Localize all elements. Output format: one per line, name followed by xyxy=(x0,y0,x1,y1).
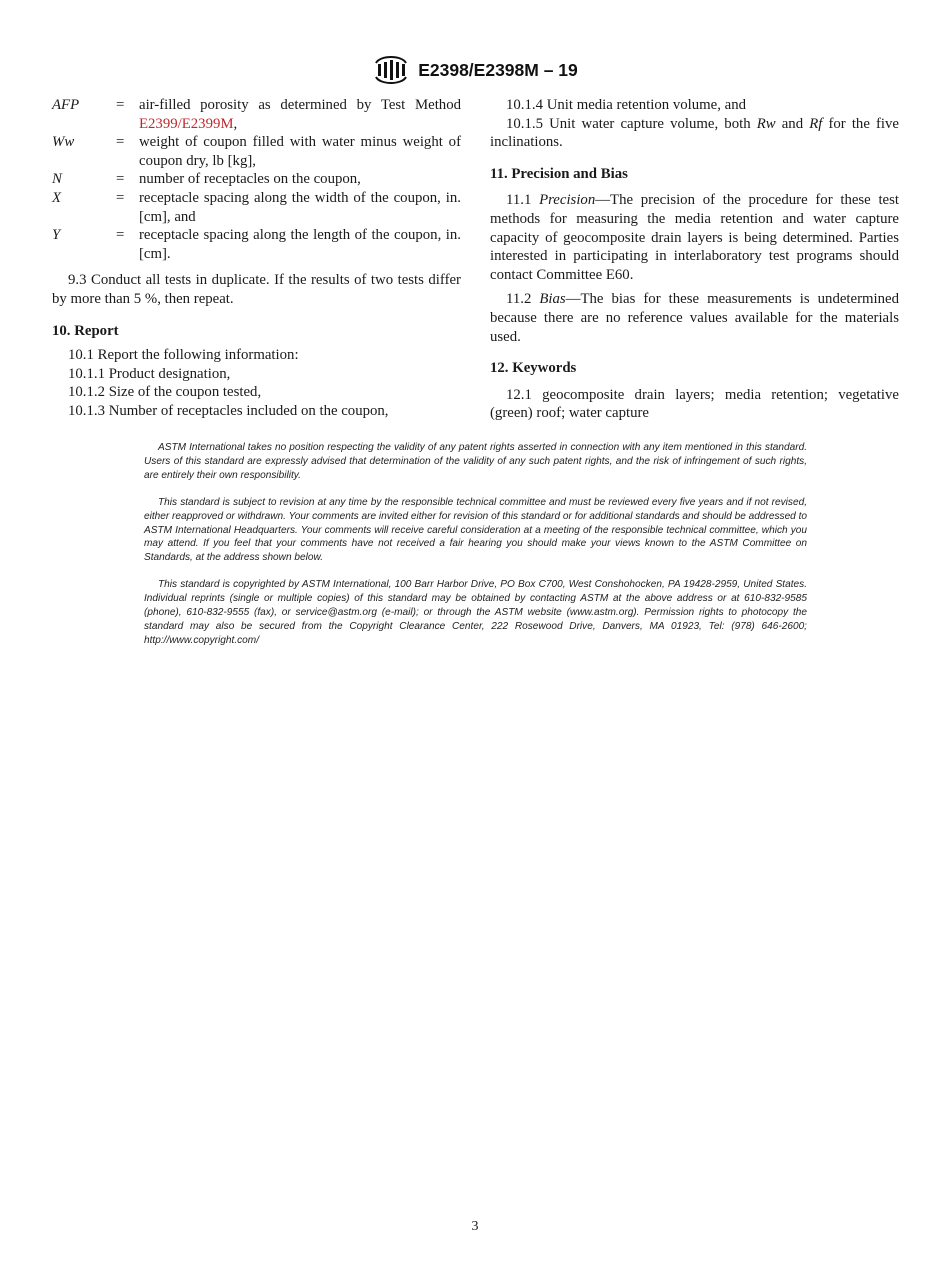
definition-row xyxy=(52,189,461,226)
definition-text-tail: , xyxy=(233,115,238,132)
definition-text-body: air-filled porosity as determined by Test Method xyxy=(139,97,461,113)
definition-list xyxy=(52,96,461,263)
paragraph-body: —The precision of the procedure for these test methods for measuring the media retention and water capture capacity of geocomposite drain layers is being determined. Parties interested in participating in interlaboratory test programs should contact Committee E60. xyxy=(490,192,899,283)
report-item-text: 10.1.5 Unit water capture volume, both xyxy=(506,115,757,132)
section-heading-report: 10. Report xyxy=(52,322,119,339)
reference-link[interactable]: E2399/E2399M xyxy=(139,115,234,132)
symbol-rf: Rf xyxy=(809,115,823,132)
notice-revision: This standard is subject to revision at any time by the responsible technical committee and must be reviewed every five years and if not revised, either reapproved or withdrawn. Your comments are invited either for revision of this standard or for additional standards and should be addressed to ASTM International Headquarters. Your comments will receive careful consideration at a meeting of the responsible technical committee, which you may attend. If you feel that your comments have not received a fair hearing you should make your views known to the ASTM Committee on Standards, at the address shown below. xyxy=(144,496,808,564)
definition-symbol: N xyxy=(52,171,62,188)
paragraph-9-3: 9.3 Conduct all tests in duplicate. If the results of two tests differ by more than 5 %, then repeat. xyxy=(52,272,461,307)
paragraph-body: —The bias for these measurements is undetermined because there are no reference values available for the materials used. xyxy=(490,291,899,345)
notice-patent: ASTM International takes no position respecting the validity of any patent rights asserted in connection with any item mentioned in this standard. Users of this standard are expressly advised that determination of the validity of any such patent rights, and the risk of infringement of such rights, are entirely their own responsibility. xyxy=(144,442,807,481)
report-item-text: for the five inclinations. xyxy=(490,115,900,151)
paragraph-12-1: 12.1 geocomposite drain layers; media retention; vegetative (green) roof; water capture xyxy=(490,386,899,422)
report-item: 10.1 Report the following information: xyxy=(68,347,299,364)
report-item-text: and xyxy=(775,115,810,132)
definition-symbol: X xyxy=(52,189,62,206)
page-header xyxy=(0,53,950,87)
definition-symbol: Y xyxy=(52,227,61,244)
definition-text: receptacle spacing along the length of the coupon, in. [cm]. xyxy=(139,227,461,262)
report-item: 10.1.3 Number of receptacles included on the coupon, xyxy=(68,402,389,419)
definition-row xyxy=(52,170,461,189)
left-column xyxy=(52,96,461,421)
definition-row xyxy=(52,226,461,263)
paragraph-term: Precision xyxy=(539,192,596,209)
definition-text xyxy=(139,96,461,133)
report-item xyxy=(490,115,899,152)
report-item: 10.1.2 Size of the coupon tested, xyxy=(68,384,262,401)
definition-text: weight of coupon filled with water minus weight of coupon dry, lb [kg], xyxy=(139,134,461,169)
definition-text: number of receptacles on the coupon, xyxy=(139,171,361,188)
definition-equals: = xyxy=(116,171,125,188)
section-heading-keywords: 12. Keywords xyxy=(490,360,577,377)
definition-symbol: Ww xyxy=(52,134,75,151)
symbol-rw: Rw xyxy=(756,115,776,132)
report-item: 10.1.4 Unit media retention volume, and xyxy=(506,97,746,113)
page-number: 3 xyxy=(471,1219,479,1234)
astm-logo-icon xyxy=(372,53,410,87)
definition-text: receptacle spacing along the width of the coupon, in. [cm], and xyxy=(139,189,461,225)
paragraph-11-2 xyxy=(490,290,899,346)
document-designation: E2398/E2398M – 19 xyxy=(418,59,578,80)
definition-row xyxy=(52,96,461,133)
definition-symbol: AFP xyxy=(52,97,80,113)
paragraph-11-1 xyxy=(490,191,899,284)
notice-copyright: This standard is copyrighted by ASTM International, 100 Barr Harbor Drive, PO Box C700, West Conshohocken, PA 19428-2959, United States. Individual reprints (single or multiple copies) of this standard may be obtained by contacting ASTM at the above address or at 610-832-9585 (phone), 610-832-9555 (fax), or service@astm.org (e-mail); or through the ASTM website (www.astm.org). Permission rights to photocopy the standard may also be secured from the Copyright Clearance Center, 222 Rosewood Drive, Danvers, MA 01923, Tel: (978) 646-2600; http://www.copyright.com/ xyxy=(144,579,807,646)
definition-equals: = xyxy=(116,227,125,244)
right-column xyxy=(490,96,899,423)
definition-equals: = xyxy=(116,189,125,206)
legal-notices xyxy=(144,441,807,661)
paragraph-number: 11.1 xyxy=(506,192,540,209)
definition-row xyxy=(52,133,461,170)
section-heading-precision-bias: 11. Precision and Bias xyxy=(490,165,628,182)
definition-equals: = xyxy=(116,97,125,113)
report-item: 10.1.1 Product designation, xyxy=(68,365,231,382)
paragraph-number: 11.2 xyxy=(506,291,540,308)
paragraph-term: Bias xyxy=(539,291,566,308)
definition-equals: = xyxy=(116,134,125,151)
